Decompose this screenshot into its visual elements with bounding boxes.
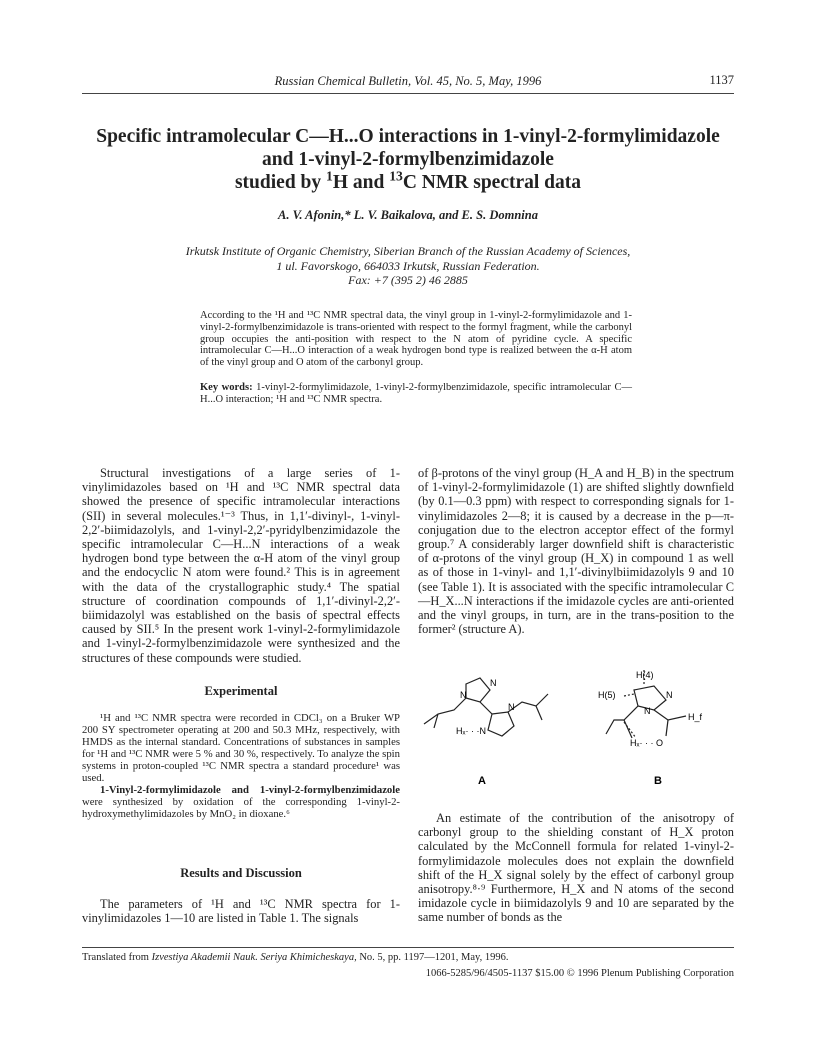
structure-b-n2: N bbox=[644, 706, 651, 716]
translation-note: Translated from Izvestiya Akademii Nauk. Seriya Khimicheskaya, No. 5, pp. 1197—1201, May, 1996. bbox=[82, 952, 509, 963]
page-number: 1137 bbox=[709, 73, 734, 87]
structure-a bbox=[424, 678, 548, 736]
right-paragraph-2: An estimate of the contribution of the anisotropy of carbonyl group to the shielding constant of H_X proton calculated by the McConnell formula for related 1-vinyl-2-formylimidazole molecules does not explain the downfield shift of the H_X signal solely by the effect of carbonyl group anisotropy.⁸·⁹ Furthermore, H_X and N atoms of the second imidazole cycle in biimidazolyls 9 and 10 are separated by the same number of bonds as the bbox=[418, 811, 734, 925]
title-line-2: and 1-vinyl-2-formylbenzimidazole bbox=[262, 149, 554, 170]
structure-b-h5: H(5) bbox=[598, 690, 616, 700]
intro-paragraph: Structural investigations of a large series of 1-vinylimidazoles based on ¹H and ¹³C NMR spectral data showed the presence of specific intramolecular interactions (SII) in several molecules.¹⁻³ Thus, in 1,1′-divinyl-, 1-vinyl-2,2′-biimidazolyls, and 1-vinyl-2,2′-pyridylbenzimidazole the specific intramolecular C—H...N interactions of a weak hydrogen bond type between the α-H atom of the vinyl group and the endocyclic N atom were found.² This is in agreement with the data of the crystallographic study.⁴ The spatial structure of coordination compounds of 1,1′-divinyl-2,2′-biimidazolyl was established on the basis of spectral effects caused by SII.⁵ In the present work 1-vinyl-2-formylimidazole and 1-vinyl-2-formylbenzimidazole were synthesized and the structures of these compounds were studied. bbox=[82, 466, 400, 665]
results-paragraph: The parameters of ¹H and ¹³C NMR spectra for 1-vinylimidazoles 1—10 are listed in Table 1. The signals bbox=[82, 897, 400, 926]
structure-a-n1: N bbox=[460, 690, 467, 700]
right-paragraph-1: of β-protons of the vinyl group (H_A and H_B) in the spectrum of 1-vinyl-2-formylimidazole (1) are shifted slightly downfield (by 0.1—0.3 ppm) with respect to corresponding signals for 1-vinylimidazoles 2—8; it is caused by a decrease in the p—π-conjugation due to the electron acceptor effect of the formyl group.⁷ A considerably larger downfield shift is characteristic of α-protons of the vinyl group (H_X) in compound 1 as well as of those in 1-vinyl- and 1,1′-divinylbiimidazolyls 9 and 10 (see Table 1). It is associated with the specific intramolecular C—H_X...N interactions if the imidazole cycles are anti-oriented and the vinyl groups, in turn, are in the trans-position to the former² (structure A). bbox=[418, 466, 734, 637]
structure-a-n3: N bbox=[508, 702, 515, 712]
structure-a-n2: N bbox=[490, 678, 497, 688]
keywords: Key words: 1-vinyl-2-formylimidazole, 1-vinyl-2-formylbenzimidazole, specific intramolecular C—H...O interaction; ¹H and ¹³C NMR spectra. bbox=[200, 382, 632, 405]
footer-rule bbox=[82, 947, 734, 948]
authors: A. V. Afonin,* L. V. Baikalova, and E. S. Domnina bbox=[278, 208, 538, 222]
structure-b-h4: H(4) bbox=[636, 670, 654, 680]
structure-b-n1: N bbox=[666, 690, 673, 700]
results-heading: Results and Discussion bbox=[180, 866, 302, 880]
experimental-heading: Experimental bbox=[204, 684, 278, 698]
experimental-paragraph-2: 1-Vinyl-2-formylimidazole and 1-vinyl-2-formylbenzimidazole were synthesized by oxidation of the corresponding 1-vinyl-2-hydroxymethylimidazoles by MnO₂ in dioxane.⁶ bbox=[82, 784, 400, 820]
running-header: Russian Chemical Bulletin, Vol. 45, No. 5, May, 1996 bbox=[274, 74, 542, 88]
header-rule bbox=[82, 93, 734, 94]
affiliation bbox=[140, 244, 676, 288]
structure-a-hx: Hₓ· · ·N bbox=[456, 726, 486, 736]
affiliation-fax: Fax: +7 (395 2) 46 2885 bbox=[348, 273, 468, 287]
paper-title bbox=[60, 125, 756, 194]
affiliation-line-2: 1 ul. Favorskogo, 664033 Irkutsk, Russian Federation. bbox=[276, 258, 540, 273]
copyright-line: 1066-5285/96/4505-1137 $15.00 © 1996 Plenum Publishing Corporation bbox=[425, 968, 734, 979]
abstract: According to the ¹H and ¹³C NMR spectral data, the vinyl group in 1-vinyl-2-formylimidazole and 1-vinyl-2-formylbenzimidazole is trans-oriented with respect to the formyl fragment, while the carbonyl group occupies the anti-position with respect to the N atom of pyridine cycle. A specific intramolecular C—H...O interaction of a weak hydrogen bond type is realized between the α-H atom of the vinyl group and O atom of the carbonyl group. bbox=[200, 310, 632, 369]
structure-b-label: B bbox=[654, 775, 662, 787]
experimental-section bbox=[82, 712, 400, 820]
affiliation-line-1: Irkutsk Institute of Organic Chemistry, Siberian Branch of the Russian Academy of Sciences, bbox=[185, 244, 631, 258]
structure-b-hf: H_f bbox=[688, 712, 703, 722]
structure-b-hx: Hₓ· · · O bbox=[630, 738, 663, 748]
structure-b bbox=[606, 670, 686, 738]
experimental-paragraph-1: ¹H and ¹³C NMR spectra were recorded in CDCl₃ on a Bruker WP 200 SY spectrometer operating at 200 and 50.3 MHz, respectively, with HMDS as the internal standard. Concentrations of substances in samples for ¹H and ¹³C NMR were 5 % and 30 %, respectively. To analyze the spin systems in proton-coupled ¹³C NMR spectra a standard procedure¹ was used. bbox=[82, 712, 400, 784]
title-line-3: studied by $^1$H and $^{13}$C NMR spectral data bbox=[234, 168, 582, 193]
structures-figure bbox=[418, 664, 734, 788]
structure-a-label: A bbox=[478, 775, 486, 787]
title-line-1: Specific intramolecular C—H...O interactions in 1-vinyl-2-formylimidazole bbox=[96, 126, 720, 147]
